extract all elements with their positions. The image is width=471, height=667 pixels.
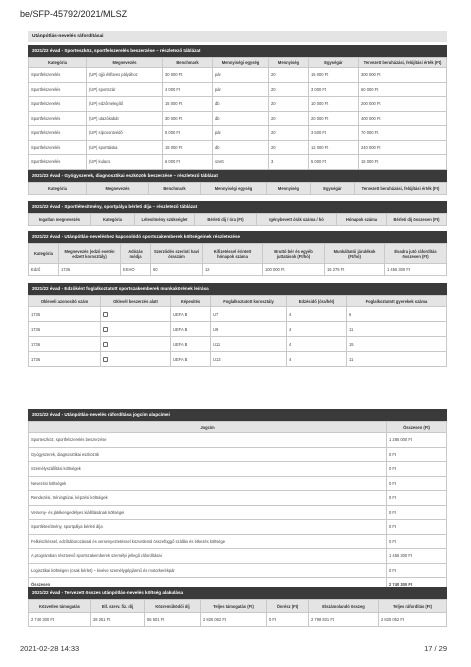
col-header: Oklevél beszerzés alatt [101,296,171,307]
table-cell: (UP) sípcsontvédő [87,126,163,141]
table-cell: 2 798 831 Ft [309,613,379,627]
table-cell: Gyógyszerek, diagnosztikai eszközök [29,447,387,462]
table-cell: 0 Ft [387,505,447,520]
table-row [29,549,447,564]
table-row [29,111,447,126]
total-value: 2 740 300 Ft [387,578,447,593]
col-header: Egységár [311,183,355,195]
table-row [29,126,447,141]
col-header: Edzésidő (óra/hét) [287,296,347,307]
table-cell: 15 [347,337,447,352]
table-cell: Sportfelszerelés [29,111,87,126]
table-cell: UEFA B [171,307,211,322]
certificate-pending-checkbox[interactable] [103,357,108,362]
table-cell: 0 Ft [387,447,447,462]
table-row [29,140,447,155]
table-cell: Verseny- és játékengedélyes kiállításának költségei [29,505,387,520]
col-header: Hónapok száma [337,214,387,226]
table-cell: 56 501 Ft [145,613,201,627]
table-row [29,352,447,367]
col-header: Adózás módja [121,244,151,264]
table-cell: 400 000 Ft [359,111,447,126]
table-cell: (UP) edzőmelegítő [87,97,163,112]
table-cell: 20 [269,140,309,155]
table-cell: Sportfelszerelés [29,155,87,170]
col-header: Kategória [29,244,59,264]
table-cell: 3 000 Ft [309,82,359,97]
table-cell: 0 Ft [267,613,309,627]
table-cell: 60 000 Ft [359,82,447,97]
table-cell: Felkészítéssel, edzőtáborozással és versenyeztetéssel közvetlenül összefüggő szállás és étkezés költsége [29,534,387,549]
col-header: Jogcím [29,422,387,433]
col-header: Mennyiség [269,58,309,68]
table-cell: A programban résztvevő sportszakemberek személyi jellegű ráfordításai [29,549,387,564]
col-header: Kategória [91,214,135,226]
table-cell: Személyszállítási költségek [29,462,387,477]
col-header: Foglalkoztatott korosztály [211,296,287,307]
table-cell: Nevezési költségek [29,476,387,491]
table-cell: 28 251 Ft [91,613,145,627]
table-cell: db [213,97,269,112]
table-cell: Edző [29,264,59,276]
col-header: Mennyiség [267,183,311,195]
table-row [29,520,447,535]
facility-rent-table [28,213,447,226]
table-cell: 70 000 Ft [359,126,447,141]
col-header: Összesen (Ft) [387,422,447,433]
staff-costs-table [28,243,447,276]
table-row [29,491,447,506]
table-cell: 1736 [29,322,101,337]
table-cell: UEFA B [171,322,211,337]
col-header: Bérleti díj / óra (Ft) [195,214,257,226]
table-cell: 20 [269,111,309,126]
col-header: Mennyiségi egység [213,58,269,68]
table-cell: (UP) kulacs [87,155,163,170]
section-equipment [28,45,447,170]
table-cell: 12 [203,264,263,276]
col-header: Kategória [29,58,87,68]
section-facility-rent [28,201,447,226]
certificate-pending-checkbox[interactable] [103,342,108,347]
col-header: Megnevezés [87,183,149,195]
table-cell: (UP) sporttáska [87,140,163,155]
table-row [29,613,447,627]
certificate-pending-checkbox[interactable] [103,312,108,317]
table-cell: 4 [287,337,347,352]
col-header: Teljes támogatás (Ft) [201,600,267,613]
table-cell: 0 Ft [387,462,447,477]
footer-date: 2021-02-28 14:33 [20,644,80,653]
col-header: Kifizetéssel érintett hónapok száma [203,244,263,264]
col-header: Ingatlan megnevezés [29,214,91,226]
table-cell: 15 000 Ft [163,97,213,112]
table-cell: 20 [269,68,309,83]
table-cell: 6 [347,307,447,322]
col-header: Mennyiségi egység [201,183,267,195]
col-header: Képesítés [171,296,211,307]
table-cell: (UP) utazókabát [87,111,163,126]
table-cell: 20 [269,82,309,97]
table-cell: 20 [269,97,309,112]
table-cell: 4 [287,322,347,337]
table-cell: 1 455 300 Ft [387,549,447,564]
table-cell: 4 000 Ft [163,82,213,97]
section-medicines [28,170,447,195]
col-header: Megnevezés (edző esetén edzett korosztály) [59,244,121,264]
table-row [29,97,447,112]
table-row [29,563,447,578]
table-cell: 11 [347,352,447,367]
table-cell [101,322,171,337]
table-cell: 6 000 Ft [163,155,213,170]
table-cell: EKHO [121,264,151,276]
table-cell: 0 Ft [387,563,447,578]
table-cell: (UP) sportszár [87,82,163,97]
table-row [29,337,447,352]
col-header: Kategória [29,183,87,195]
section-title: 2021/22 évad - Tervezett összes utánpótlás-nevelés költség alakulása [28,587,447,599]
table-cell: 20 [269,126,309,141]
col-header: Teljes ráfordítás (Ft) [379,600,447,613]
certificate-pending-checkbox[interactable] [103,327,108,332]
col-header: Tervezett beruházási, felújítási érték (Ft) [355,183,447,195]
table-cell: 0 Ft [387,491,447,506]
section-title: 2021/22 évad - Edzőként foglalkoztatott sportszakemberek munkakörének leírása [28,283,447,295]
col-header: Tervezett beruházási, felújítási érték (Ft) [359,58,447,68]
table-cell: Sportfelszerelés [29,68,87,83]
document-id: be/SFP-45792/2021/MLSZ [20,9,128,19]
col-header: Bruttó bér és egyéb juttatások (Ft/hó) [263,244,325,264]
table-cell: (UP) üjjó étlfüves pályához [87,68,163,83]
section-staff-costs [28,231,447,276]
table-cell: 100 000 Ft [263,264,325,276]
col-header: Önrész (Ft) [267,600,309,613]
table-cell [101,352,171,367]
table-cell [101,307,171,322]
table-cell: U13 [211,352,287,367]
table-cell: UEFA B [171,352,211,367]
table-cell: 0 Ft [387,520,447,535]
table-row [29,447,447,462]
total-label: Összesen [29,578,387,593]
section-cost-titles [28,409,447,593]
table-cell: 1736 [59,264,121,276]
table-cell: pár [213,68,269,83]
section-title: 2021/22 évad - Gyógyszerek, diagnosztikai eszközök beszerzése – részletező táblázat [28,170,447,182]
table-row [29,534,447,549]
table-cell: pár [213,126,269,141]
col-header: Benchmark [149,183,201,195]
table-cell: 50 [151,264,203,276]
table-cell: Sportfelszerelés [29,140,87,155]
col-header: Munkáltatói járulékok (Ft/hó) [325,244,385,264]
table-cell: Sporteszköz, sportfelszerelés beszerzése [29,433,387,448]
col-header: Foglalkoztatott gyerekek száma [347,296,447,307]
table-cell: 1 285 000 Ft [387,433,447,448]
table-cell: 1736 [29,307,101,322]
section-title: 2021/22 évad - Sporteszköz, sportfelszerelés beszerzése – részletező táblázat [28,45,447,57]
table-row [29,322,447,337]
table-row [29,476,447,491]
table-cell: 2 740 300 Ft [29,613,91,627]
table-cell: 0 Ft [387,534,447,549]
col-header: Okleveli azonosító szám [29,296,101,307]
table-cell: 10 000 Ft [309,97,359,112]
table-cell: U11 [211,337,287,352]
table-cell [101,337,171,352]
table-cell: 2 825 052 Ft [379,613,447,627]
col-header: Elszámolandó összeg [309,600,379,613]
coach-duties-table [28,295,447,367]
col-header: Egységár [309,58,359,68]
table-row [29,433,447,448]
medicines-table [28,182,447,195]
table-row [29,82,447,97]
section-total-costs [28,587,447,627]
table-cell: 15 000 Ft [309,68,359,83]
section-title: 2021/22 évad - Utánpótlás-nevelés ráfordítása jogcím alapcímei [28,409,447,421]
table-row [29,307,447,322]
section-title: 2021/22 évad - Sportlétesítmény, sportpálya bérleti díja – részletező táblázat [28,201,447,213]
table-cell: Sportfelszerelés [29,97,87,112]
table-cell: 300 000 Ft [359,68,447,83]
table-cell: 3 [269,155,309,170]
table-cell: pár [213,82,269,97]
col-header: Benchmark [163,58,213,68]
col-header: Közreműködői díj [145,600,201,613]
col-header: Igénybevett órák száma / hó [257,214,337,226]
table-row [29,155,447,170]
col-header: Bérleti díj összesen (Ft) [387,214,447,226]
col-header: Közvetlen támogatás [29,600,91,613]
section-coach-duties [28,283,447,367]
table-cell: 12 000 Ft [309,140,359,155]
main-title: Utánpótlás-nevelés ráfordításai [28,31,447,42]
table-row [29,68,447,83]
table-cell: szett [213,155,269,170]
table-cell: Sportfelszerelés [29,82,87,97]
table-cell: 15 000 Ft [359,155,447,170]
table-cell: 5 000 Ft [309,155,359,170]
table-cell: db [213,140,269,155]
table-cell: 240 000 Ft [359,140,447,155]
table-cell: 4 [287,352,347,367]
col-header: Ell. szerv. fiz. díj [91,600,145,613]
table-cell: 15 275 Ft [325,264,385,276]
total-costs-table [28,599,447,627]
table-cell: 11 [347,322,447,337]
table-cell: 5 000 Ft [163,126,213,141]
table-cell: 1736 [29,352,101,367]
col-header: Szerződés szerinti havi óraszám [151,244,203,264]
section-title: 2021/22 évad - Utánpótlás-neveléshez kapcsolódó sportszakemberek költségeinek részletezése [28,231,447,243]
table-cell: 15 000 Ft [163,140,213,155]
table-cell: 3 500 Ft [309,126,359,141]
table-cell: 0 Ft [387,476,447,491]
table-cell: Logisztikai költségen (csak bérlet) – kivéve személygépjármű és motorkerékpár [29,563,387,578]
table-cell: 2 825 052 Ft [201,613,267,627]
table-cell: 1736 [29,337,101,352]
col-header: Létesítmény szükséglet [135,214,195,226]
table-cell: 4 [287,307,347,322]
table-row [29,505,447,520]
table-cell: U9 [211,322,287,337]
table-cell: 30 000 Ft [163,111,213,126]
table-row [29,462,447,477]
table-row [29,264,447,276]
table-cell: 30 000 Ft [163,68,213,83]
table-cell: Rendezési, tréningtúrai, képzési költségek [29,491,387,506]
table-cell: db [213,111,269,126]
page-number: 17 / 29 [424,644,447,653]
col-header: Évadra jutó ráfordítás összesen (Ft) [385,244,447,264]
table-cell: 20 000 Ft [309,111,359,126]
table-cell: Sportfelszerelés [29,126,87,141]
table-cell: UEFA B [171,337,211,352]
table-cell: Sportlétesítmény, sportpálya bérleti díja [29,520,387,535]
col-header: Megnevezés [87,58,163,68]
table-cell: 1 455 300 Ft [385,264,447,276]
table-cell: 200 000 Ft [359,97,447,112]
cost-titles-table [28,421,447,593]
table-cell: U7 [211,307,287,322]
equipment-table [28,57,447,170]
